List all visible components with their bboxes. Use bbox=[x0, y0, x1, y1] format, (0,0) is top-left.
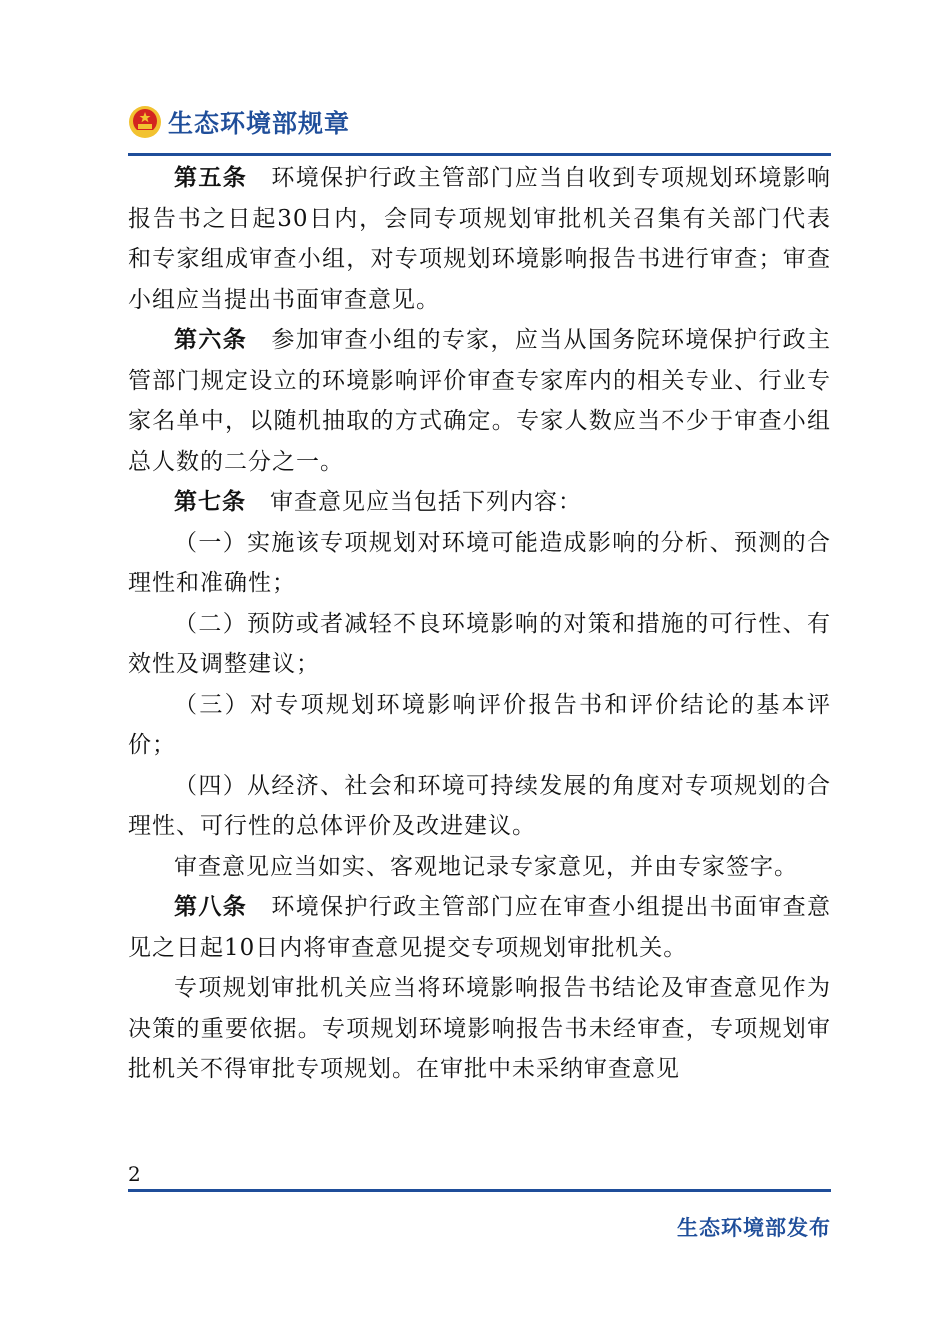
header-divider bbox=[128, 153, 831, 156]
paragraph bbox=[128, 604, 831, 685]
article-heading: 第七条 bbox=[174, 489, 246, 515]
article-heading: 第六条 bbox=[174, 327, 248, 353]
paragraph bbox=[128, 685, 831, 766]
paragraph bbox=[128, 523, 831, 604]
footer-publisher: 生态环境部发布 bbox=[677, 1216, 831, 1240]
national-emblem-icon bbox=[128, 105, 162, 139]
page-number: 2 bbox=[128, 1162, 141, 1186]
paragraph-text: （四）从经济、社会和环境可持续发展的角度对专项规划的合理性、可行性的总体评价及改进建议。 bbox=[128, 772, 831, 839]
article-heading: 第五条 bbox=[174, 165, 248, 191]
paragraph-text: 环境保护行政主管部门应当自收到专项规划环境影响报告书之日起30日内，会同专项规划审批机关召集有关部门代表和专家组成审查小组，对专项规划环境影响报告书进行审查；审查小组应当提出书面审查意见。 bbox=[128, 165, 832, 313]
paragraph bbox=[128, 968, 831, 1090]
footer-divider bbox=[128, 1189, 831, 1192]
paragraph bbox=[128, 320, 831, 482]
paragraph-text: （三）对专项规划环境影响评价报告书和评价结论的基本评价； bbox=[128, 691, 831, 758]
paragraph bbox=[128, 887, 831, 968]
paragraph-text: 审查意见应当包括下列内容： bbox=[270, 489, 582, 515]
paragraph-text: （二）预防或者减轻不良环境影响的对策和措施的可行性、有效性及调整建议； bbox=[128, 610, 831, 677]
paragraph-text: 专项规划审批机关应当将环境影响报告书结论及审查意见作为决策的重要依据。专项规划环境影响报告书未经审查，专项规划审批机关不得审批专项规划。在审批中未采纳审查意见 bbox=[128, 975, 831, 1082]
paragraph bbox=[128, 766, 831, 847]
paragraph bbox=[128, 158, 831, 320]
paragraph-text: 参加审查小组的专家，应当从国务院环境保护行政主管部门规定设立的环境影响评价审查专家库内的相关专业、行业专家名单中，以随机抽取的方式确定。专家人数应当不少于审查小组总人数的二分之一。 bbox=[128, 327, 832, 475]
document-body bbox=[128, 158, 831, 1090]
paragraph bbox=[128, 847, 831, 888]
paragraph-text: （一）实施该专项规划对环境可能造成影响的分析、预测的合理性和准确性； bbox=[128, 529, 831, 596]
page-header bbox=[128, 100, 350, 144]
article-heading: 第八条 bbox=[174, 894, 248, 920]
paragraph-text: 环境保护行政主管部门应在审查小组提出书面审查意见之日起10日内将审查意见提交专项规划审批机关。 bbox=[128, 894, 832, 961]
paragraph bbox=[128, 482, 831, 523]
header-title: 生态环境部规章 bbox=[168, 109, 351, 138]
paragraph-text: 审查意见应当如实、客观地记录专家意见，并由专家签字。 bbox=[174, 853, 798, 880]
